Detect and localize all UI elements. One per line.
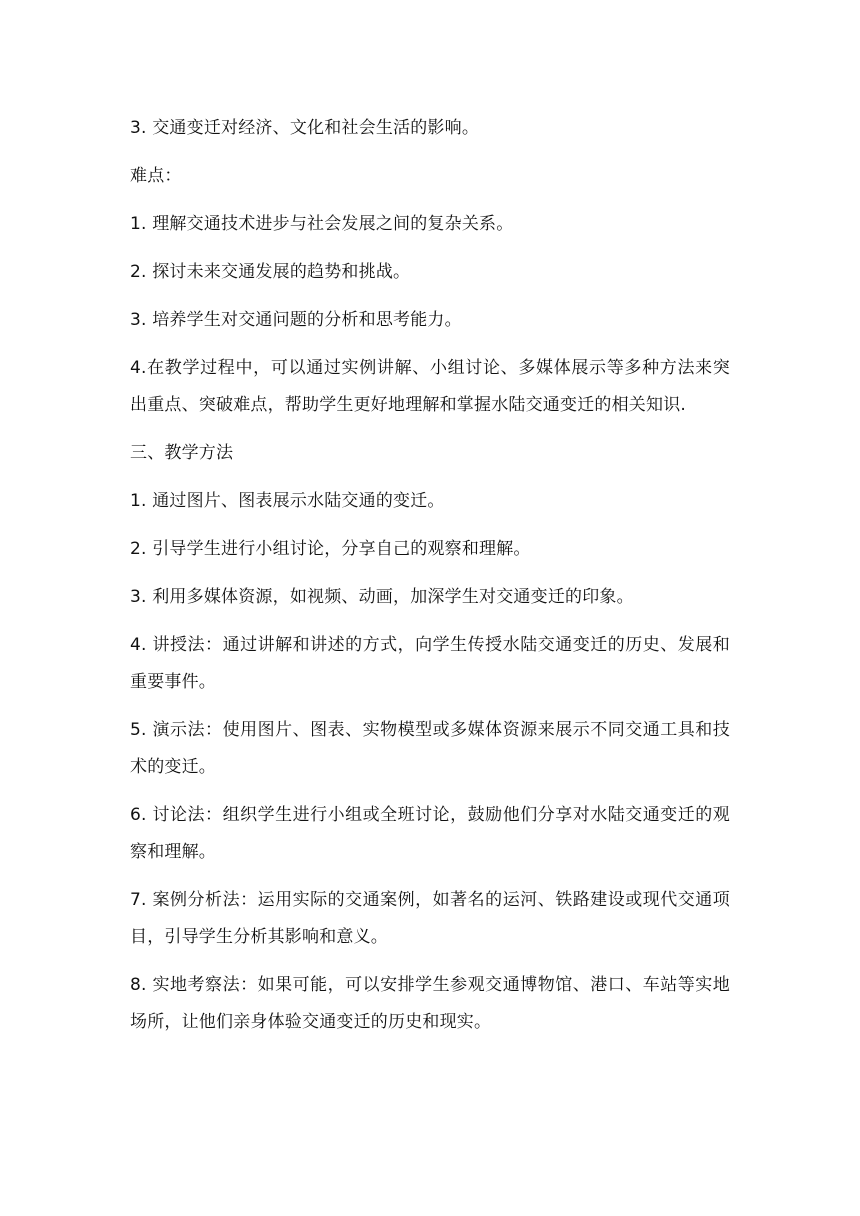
- list-item-method-6: 6. 讨论法：组织学生进行小组或全班讨论，鼓励他们分享对水陆交通变迁的观察和理解。: [130, 805, 730, 862]
- list-item-difficulty-1: 1. 理解交通技术进步与社会发展之间的复杂关系。: [130, 214, 514, 234]
- section-label-difficulties: 难点：: [130, 166, 182, 186]
- list-item-impact: 3. 交通变迁对经济、文化和社会生活的影响。: [130, 118, 480, 138]
- list-item-method-1: 1. 通过图片、图表展示水陆交通的变迁。: [130, 491, 445, 511]
- list-item-method-3: 3. 利用多媒体资源，如视频、动画，加深学生对交通变迁的印象。: [130, 587, 634, 607]
- list-item-method-2: 2. 引导学生进行小组讨论，分享自己的观察和理解。: [130, 539, 531, 559]
- list-item-difficulty-3: 3. 培养学生对交通问题的分析和思考能力。: [130, 310, 462, 330]
- list-item-method-4: 4. 讲授法：通过讲解和讲述的方式，向学生传授水陆交通变迁的历史、发展和重要事件。: [130, 635, 730, 692]
- section-heading-teaching-methods: 三、教学方法: [130, 443, 234, 463]
- document-body: [130, 110, 730, 1052]
- list-item-difficulty-2: 2. 探讨未来交通发展的趋势和挑战。: [130, 262, 411, 282]
- list-item-teaching-note: 4.在教学过程中，可以通过实例讲解、小组讨论、多媒体展示等多种方法来突出重点、突破难点，帮助学生更好地理解和掌握水陆交通变迁的相关知识.: [130, 358, 730, 415]
- list-item-method-8: 8. 实地考察法：如果可能，可以安排学生参观交通博物馆、港口、车站等实地场所，让他们亲身体验交通变迁的历史和现实。: [130, 975, 730, 1032]
- list-item-method-7: 7. 案例分析法：运用实际的交通案例，如著名的运河、铁路建设或现代交通项目，引导学生分析其影响和意义。: [130, 890, 730, 947]
- list-item-method-5: 5. 演示法：使用图片、图表、实物模型或多媒体资源来展示不同交通工具和技术的变迁。: [130, 720, 730, 777]
